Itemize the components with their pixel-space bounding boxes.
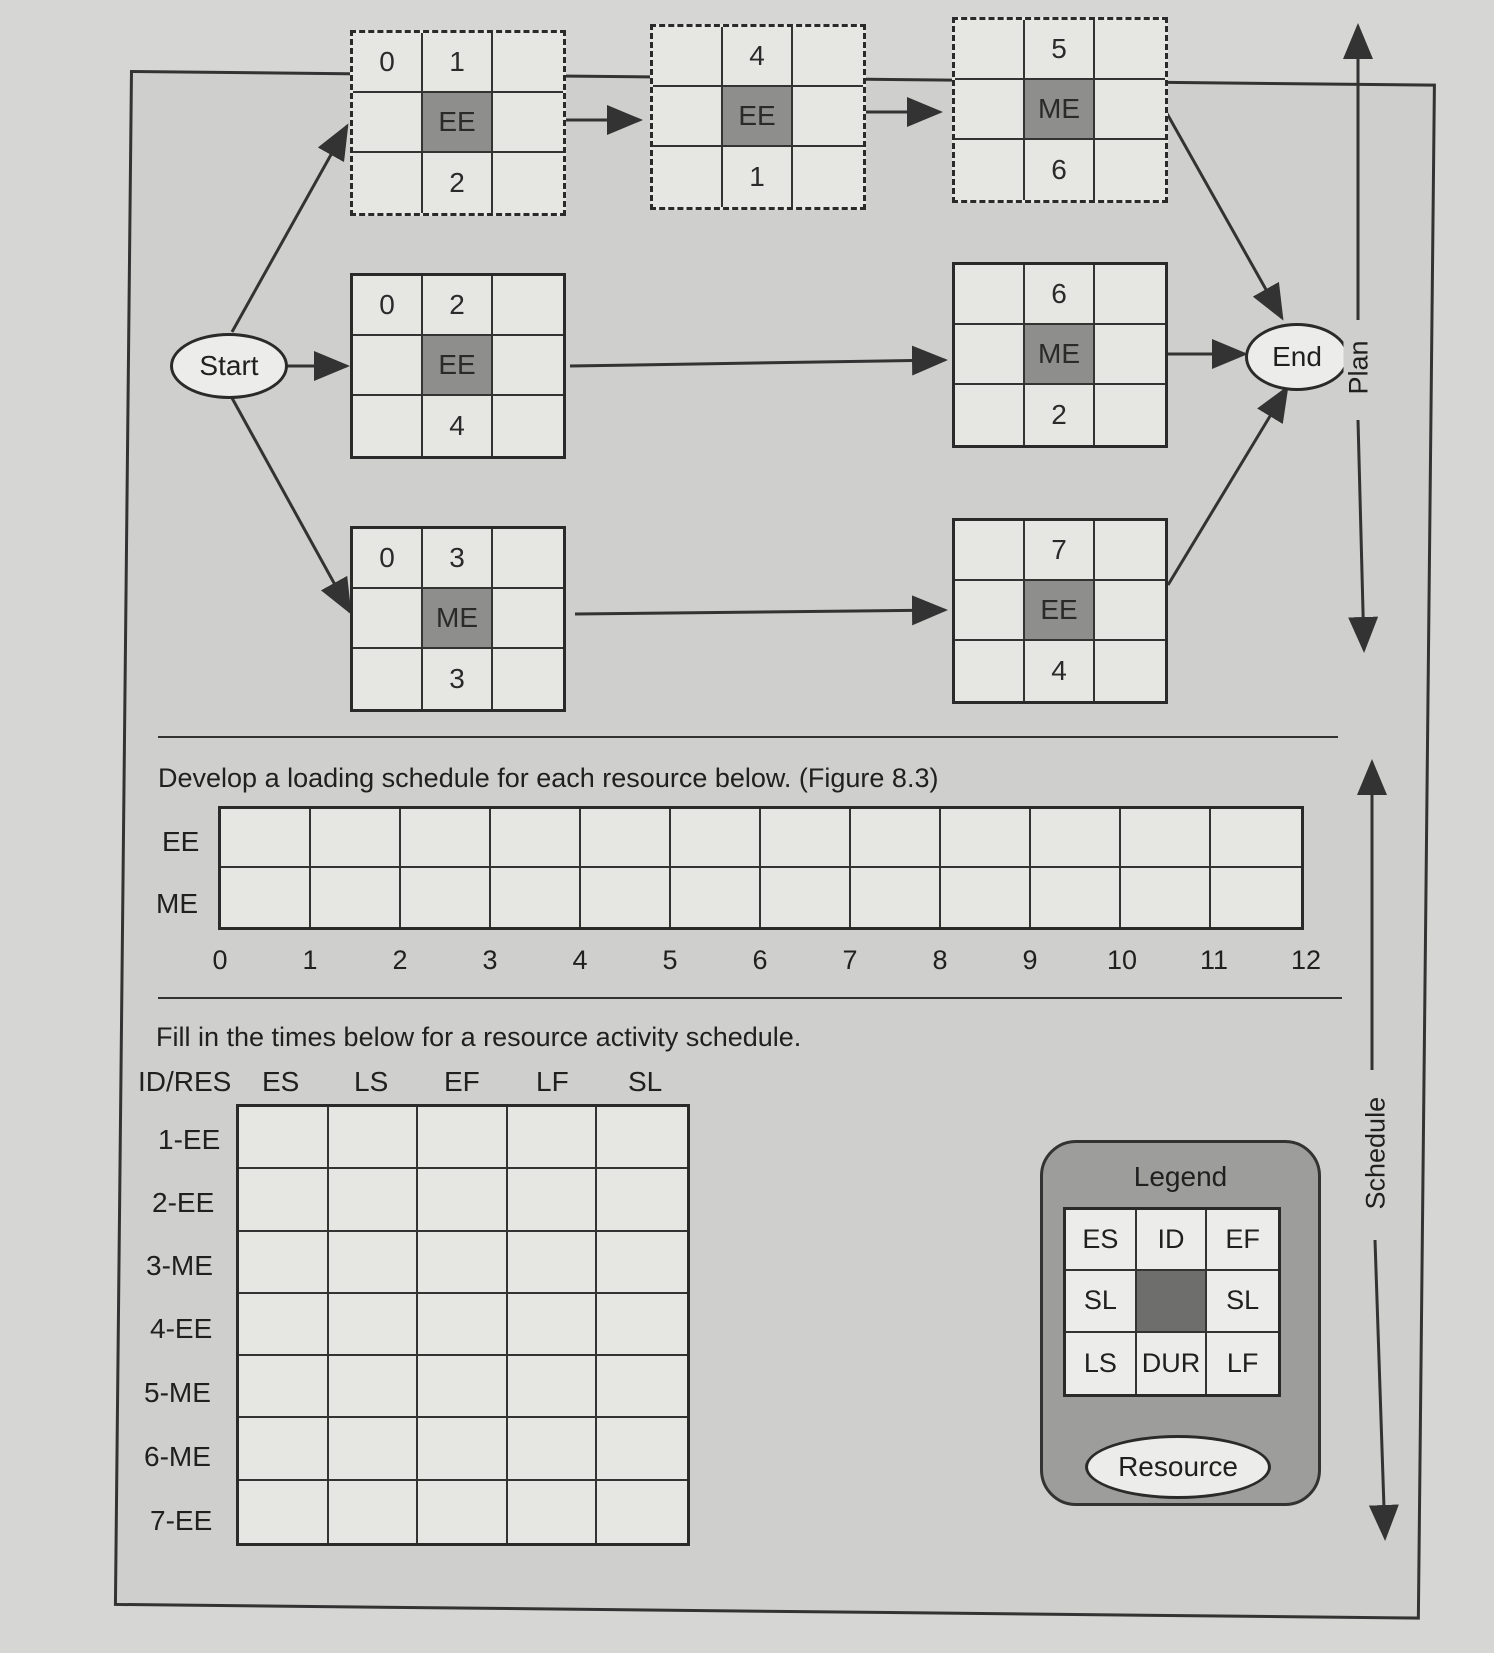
node-resource: EE bbox=[723, 87, 793, 147]
activity-node-2 bbox=[350, 273, 566, 459]
legend-resource-label: Resource bbox=[1118, 1451, 1238, 1482]
tick-label: 12 bbox=[1290, 945, 1322, 975]
node-resource: EE bbox=[423, 93, 493, 153]
node-duration: 2 bbox=[423, 153, 493, 213]
legend-cell: ID bbox=[1137, 1210, 1208, 1271]
col-lf: LF bbox=[536, 1066, 569, 1097]
legend-grid bbox=[1063, 1207, 1281, 1397]
col-ef: EF bbox=[444, 1066, 480, 1097]
node-es: 0 bbox=[353, 33, 423, 93]
node-id: 3 bbox=[423, 529, 493, 589]
divider-top bbox=[158, 736, 1338, 738]
legend-cell: DUR bbox=[1137, 1333, 1208, 1394]
row-label: 2-EE bbox=[152, 1187, 215, 1218]
node-resource: ME bbox=[423, 589, 493, 649]
node-es bbox=[955, 521, 1025, 581]
row-label: 7-EE bbox=[150, 1505, 213, 1536]
legend-cell: SL bbox=[1207, 1271, 1278, 1332]
node-resource: EE bbox=[1025, 581, 1095, 641]
row-label: 3-ME bbox=[146, 1250, 213, 1281]
activity-node-4 bbox=[650, 24, 866, 210]
plan-label: Plan bbox=[1343, 340, 1374, 395]
activity-node-5 bbox=[952, 17, 1168, 203]
node-es bbox=[955, 265, 1025, 325]
activity-node-7 bbox=[952, 518, 1168, 704]
legend-panel bbox=[1040, 1140, 1321, 1506]
legend-title: Legend bbox=[1133, 1161, 1228, 1192]
loading-grid[interactable] bbox=[218, 806, 1304, 930]
tick-label: 8 bbox=[932, 945, 948, 975]
row-label: 6-ME bbox=[144, 1441, 211, 1472]
loading-instruction: Develop a loading schedule for each resource below. (Figure 8.3) bbox=[158, 763, 939, 793]
node-id: 1 bbox=[423, 33, 493, 93]
loading-row-label-ee: EE bbox=[162, 826, 200, 857]
legend-cell: ES bbox=[1066, 1210, 1137, 1271]
schedule-label: Schedule bbox=[1360, 1096, 1391, 1210]
node-duration: 4 bbox=[423, 396, 493, 456]
divider-middle bbox=[158, 997, 1342, 999]
node-resource: ME bbox=[1025, 325, 1095, 385]
activity-node-3 bbox=[350, 526, 566, 712]
row-label: 4-EE bbox=[150, 1313, 213, 1344]
tick-label: 3 bbox=[482, 945, 498, 975]
node-duration: 3 bbox=[423, 649, 493, 709]
arrow-start-to-1 bbox=[232, 126, 347, 332]
plan-arrow-down bbox=[1358, 420, 1364, 650]
schedule-arrow-down bbox=[1375, 1240, 1385, 1538]
arrow-start-to-3 bbox=[232, 398, 350, 612]
col-sl: SL bbox=[628, 1066, 663, 1097]
start-node bbox=[170, 333, 288, 399]
arrow-3-to-7 bbox=[575, 610, 945, 614]
node-id: 5 bbox=[1025, 20, 1095, 80]
arrow-2-to-6 bbox=[570, 360, 945, 366]
col-id-res: ID/RES bbox=[138, 1066, 232, 1097]
node-es: 0 bbox=[353, 276, 423, 336]
row-label: 5-ME bbox=[144, 1377, 211, 1408]
node-es bbox=[653, 27, 723, 87]
legend-cell: LS bbox=[1066, 1333, 1137, 1394]
tick-label: 0 bbox=[212, 945, 228, 975]
activity-schedule-grid[interactable] bbox=[236, 1104, 690, 1546]
node-id: 7 bbox=[1025, 521, 1095, 581]
legend-resource-cell bbox=[1137, 1271, 1208, 1332]
activity-node-6 bbox=[952, 262, 1168, 448]
arrow-5-to-end bbox=[1165, 110, 1282, 318]
start-label: Start bbox=[199, 350, 259, 381]
node-es bbox=[955, 20, 1025, 80]
tick-label: 4 bbox=[572, 945, 588, 975]
tick-label: 1 bbox=[302, 945, 318, 975]
end-label: End bbox=[1272, 341, 1322, 372]
node-id: 2 bbox=[423, 276, 493, 336]
tick-label: 7 bbox=[842, 945, 858, 975]
tick-label: 11 bbox=[1199, 945, 1229, 975]
tick-label: 6 bbox=[752, 945, 768, 975]
loading-row-label-me: ME bbox=[156, 888, 198, 919]
legend-cell: SL bbox=[1066, 1271, 1137, 1332]
tick-label: 5 bbox=[662, 945, 678, 975]
end-node bbox=[1245, 323, 1349, 391]
arrow-7-to-end bbox=[1168, 388, 1287, 585]
node-duration: 4 bbox=[1025, 641, 1095, 701]
node-id: 4 bbox=[723, 27, 793, 87]
node-duration: 2 bbox=[1025, 385, 1095, 445]
node-resource: ME bbox=[1025, 80, 1095, 140]
tick-label: 10 bbox=[1106, 945, 1138, 975]
row-label: 1-EE bbox=[158, 1124, 221, 1155]
node-id: 6 bbox=[1025, 265, 1095, 325]
node-resource: EE bbox=[423, 336, 493, 396]
activity-node-1 bbox=[350, 30, 566, 216]
col-ls: LS bbox=[354, 1066, 389, 1097]
node-duration: 1 bbox=[723, 147, 793, 207]
col-es: ES bbox=[262, 1066, 300, 1097]
node-es: 0 bbox=[353, 529, 423, 589]
tick-label: 9 bbox=[1022, 945, 1038, 975]
tick-label: 2 bbox=[392, 945, 408, 975]
legend-cell: LF bbox=[1226, 1347, 1259, 1378]
node-duration: 6 bbox=[1025, 140, 1095, 200]
legend-resource-ellipse bbox=[1085, 1435, 1271, 1499]
activity-instruction: Fill in the times below for a resource activity schedule. bbox=[156, 1022, 802, 1052]
legend-cell: EF bbox=[1207, 1210, 1278, 1271]
